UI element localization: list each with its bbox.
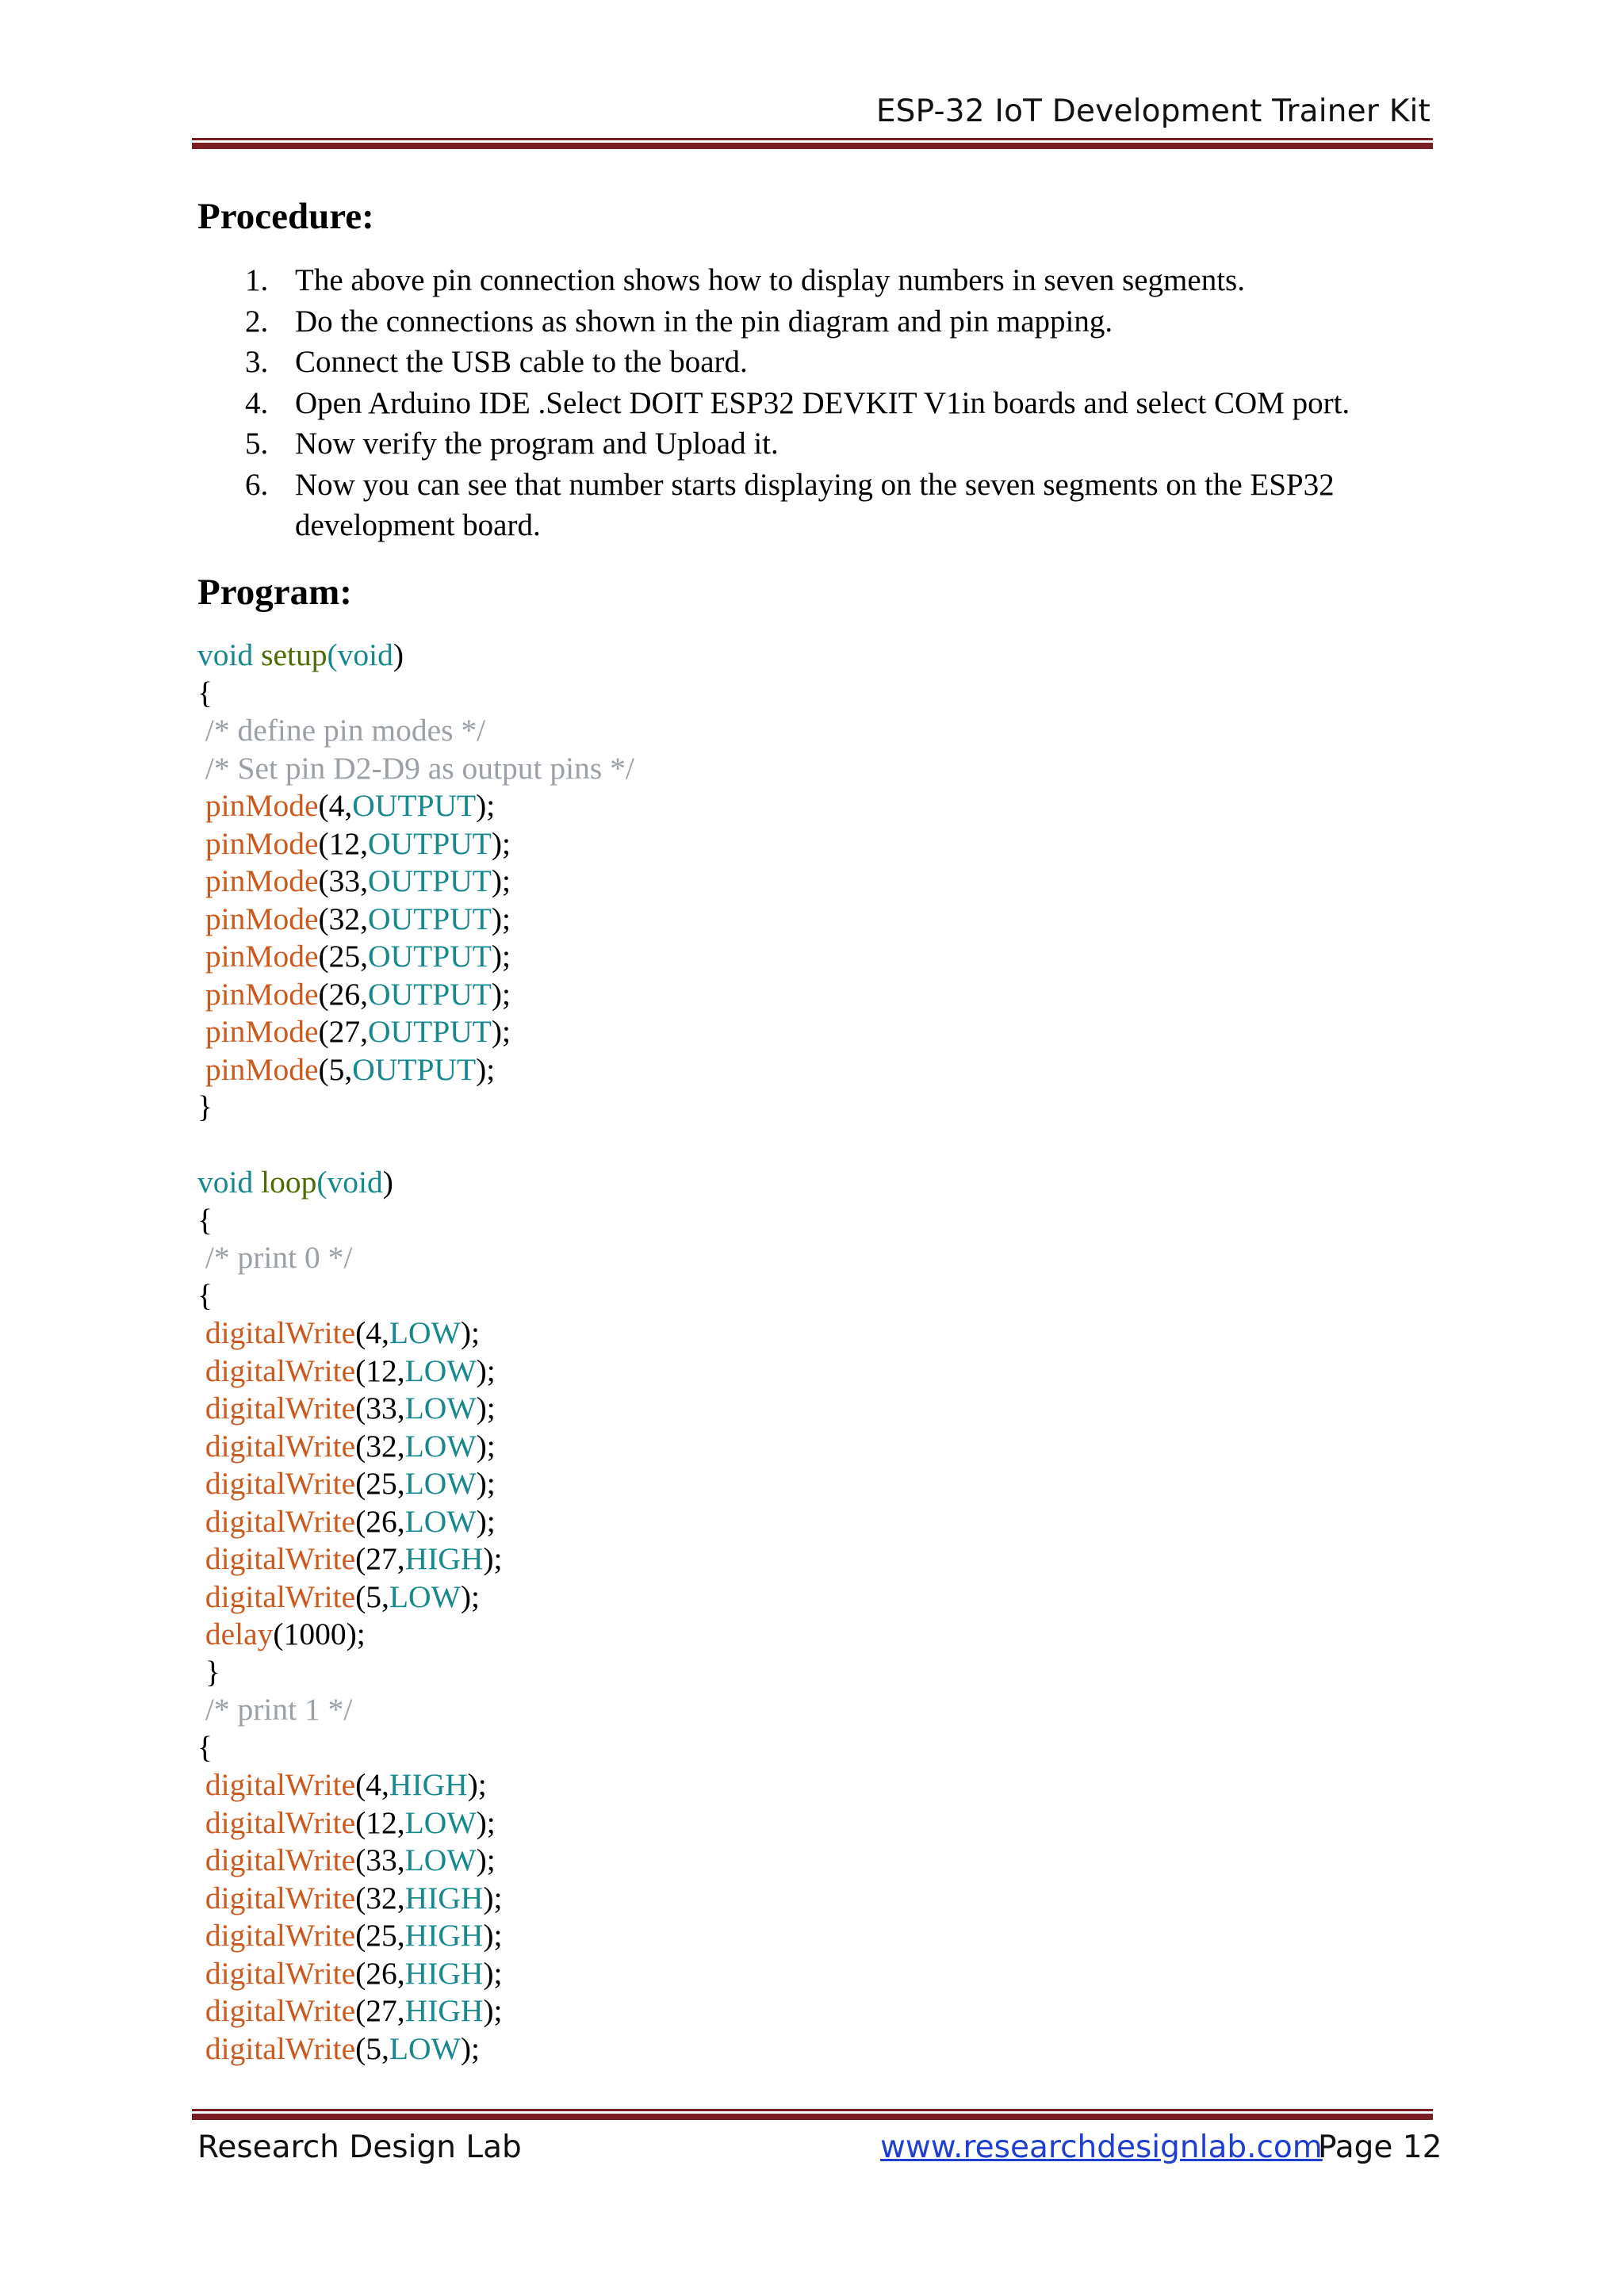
code-text (197, 826, 205, 861)
code-text (197, 1504, 205, 1539)
code-constant: HIGH (404, 1918, 484, 1953)
code-constant: LOW (404, 1843, 477, 1877)
code-line (197, 1127, 1434, 1165)
code-function-call: pinMode (205, 863, 319, 898)
code-line (197, 938, 1434, 976)
code-function-call: digitalWrite (205, 1578, 356, 1614)
code-text (197, 1466, 205, 1501)
code-text: (25, (318, 939, 369, 974)
code-function-call: digitalWrite (205, 1428, 356, 1464)
code-text: ); (460, 1578, 480, 1614)
code-line (197, 1277, 1434, 1315)
code-text: { (197, 1277, 213, 1313)
code-keyword: void (197, 1165, 262, 1200)
code-function-call: pinMode (205, 825, 319, 861)
step-number: 1. (245, 263, 269, 297)
footer-page-number: Page 12 (1318, 2130, 1442, 2165)
step-number: 4. (245, 385, 269, 420)
code-line (197, 1089, 1434, 1127)
code-text (197, 1240, 205, 1275)
code-keyword: ( (316, 1165, 327, 1200)
procedure-step (197, 301, 1434, 342)
code-text (197, 1429, 205, 1464)
code-constant: OUTPUT (368, 976, 492, 1012)
code-text: (32, (355, 1428, 405, 1464)
code-text: ); (476, 1503, 496, 1539)
code-text: (33, (355, 1843, 405, 1877)
code-text: ); (491, 901, 511, 936)
code-function-call: pinMode (205, 1014, 319, 1049)
code-function-call: digitalWrite (205, 1315, 356, 1350)
program-heading: Program: (197, 572, 352, 613)
code-text (197, 977, 205, 1012)
code-line (197, 1164, 1434, 1202)
code-function-call: digitalWrite (205, 1843, 356, 1877)
code-text: ); (476, 1051, 496, 1087)
code-text (197, 1315, 205, 1350)
code-text (197, 1805, 205, 1840)
code-text (197, 1843, 205, 1877)
procedure-step (197, 260, 1434, 301)
code-text: ); (476, 1391, 496, 1425)
code-function-call: digitalWrite (205, 1804, 356, 1840)
code-line (197, 1880, 1434, 1918)
code-constant: LOW (404, 1804, 477, 1840)
code-function-call: pinMode (205, 1051, 319, 1087)
code-text: (4, (318, 788, 353, 823)
code-text: ); (476, 788, 496, 823)
code-function-call: pinMode (205, 788, 319, 823)
code-keyword: void (327, 1165, 383, 1200)
code-constant: OUTPUT (368, 901, 492, 936)
code-text (197, 788, 205, 823)
code-text: (32, (355, 1880, 405, 1915)
code-text: } (197, 1089, 213, 1124)
code-constant: OUTPUT (368, 1014, 492, 1049)
code-text (197, 1767, 205, 1802)
code-line (197, 1390, 1434, 1428)
code-function-call: digitalWrite (205, 1993, 356, 2028)
procedure-step (197, 383, 1434, 424)
code-function-call: digitalWrite (205, 1880, 356, 1915)
code-text (197, 1052, 205, 1087)
procedure-step (197, 342, 1434, 383)
code-constant: LOW (404, 1466, 477, 1501)
code-line (197, 1691, 1434, 1729)
code-text: } (197, 1654, 220, 1689)
code-text: ); (476, 1428, 496, 1464)
code-line (197, 1955, 1434, 1993)
code-text: { (197, 1729, 213, 1765)
code-text: (12, (355, 1353, 405, 1388)
code-line (197, 901, 1434, 939)
code-line (197, 1540, 1434, 1578)
code-function-call: delay (205, 1617, 274, 1651)
code-text: (25, (355, 1466, 405, 1501)
code-text: ); (491, 825, 511, 861)
code-constant: LOW (389, 2030, 461, 2066)
code-line (197, 1465, 1434, 1503)
code-keyword: void (337, 637, 393, 672)
code-text: (1000); (273, 1617, 366, 1651)
code-text (197, 1014, 205, 1049)
code-function-call: digitalWrite (205, 1918, 356, 1953)
code-text (197, 1692, 205, 1727)
code-constant: OUTPUT (368, 939, 492, 974)
code-text: ) (382, 1165, 393, 1200)
code-text: ); (476, 1804, 496, 1840)
code-text: ); (483, 1955, 503, 1991)
code-text (197, 1993, 205, 2028)
code-text: ); (491, 1014, 511, 1049)
code-comment: /* Set pin D2-D9 as output pins */ (205, 750, 634, 786)
code-text: (5, (355, 2030, 389, 2066)
step-text: Do the connections as shown in the pin diagram and pin mapping. (295, 304, 1113, 339)
code-text: (27, (318, 1014, 369, 1049)
code-line (197, 1051, 1434, 1089)
step-number: 2. (245, 304, 269, 339)
procedure-steps (197, 260, 1434, 546)
code-text: ); (483, 1880, 503, 1915)
code-text (197, 2031, 205, 2066)
code-line (197, 825, 1434, 863)
procedure-step (197, 423, 1434, 465)
code-line (197, 712, 1434, 750)
code-line (197, 2030, 1434, 2068)
code-line (197, 1804, 1434, 1843)
code-text: (12, (355, 1804, 405, 1840)
code-text (197, 1881, 205, 1915)
code-line (197, 787, 1434, 825)
code-text: (4, (355, 1315, 389, 1350)
code-line (197, 1766, 1434, 1804)
code-function-call: digitalWrite (205, 1353, 356, 1388)
header-title: ESP-32 IoT Development Trainer Kit (875, 94, 1431, 129)
code-line (197, 1917, 1434, 1955)
code-function-name: setup (261, 637, 327, 672)
code-constant: OUTPUT (352, 788, 477, 823)
code-listing (197, 637, 1434, 2068)
code-function-call: digitalWrite (205, 1466, 356, 1501)
code-constant: HIGH (404, 1541, 484, 1576)
code-text (197, 1391, 205, 1425)
code-text: ); (476, 1466, 496, 1501)
step-text: Now you can see that number starts displaying on the seven segments on the ESP32 development board. (295, 467, 1335, 542)
code-text (197, 1541, 205, 1576)
step-text: Connect the USB cable to the board. (295, 345, 748, 379)
step-text: The above pin connection shows how to display numbers in seven segments. (295, 263, 1245, 297)
code-function-call: digitalWrite (205, 1767, 356, 1802)
code-text: (25, (355, 1918, 405, 1953)
header-rule (192, 138, 1433, 149)
code-line (197, 1314, 1434, 1353)
procedure-step (197, 465, 1434, 546)
code-constant: LOW (404, 1503, 477, 1539)
code-text (197, 939, 205, 974)
code-line (197, 1654, 1434, 1692)
code-line (197, 1353, 1434, 1391)
code-text: (4, (355, 1767, 389, 1802)
code-function-name: loop (261, 1165, 317, 1200)
code-constant: LOW (404, 1428, 477, 1464)
code-text: (33, (355, 1391, 405, 1425)
code-text: (26, (355, 1955, 405, 1991)
code-text: (27, (355, 1993, 405, 2028)
code-constant: HIGH (404, 1880, 484, 1915)
code-keyword: ( (327, 637, 338, 672)
code-function-call: pinMode (205, 976, 319, 1012)
code-function-call: pinMode (205, 901, 319, 936)
code-text: (33, (318, 863, 369, 898)
code-text: { (197, 1202, 213, 1238)
code-constant: OUTPUT (368, 825, 492, 861)
code-text (197, 713, 205, 748)
step-number: 6. (245, 467, 269, 502)
code-text: ); (476, 1353, 496, 1388)
code-line (197, 1616, 1434, 1654)
footer-company: Research Design Lab (197, 2130, 522, 2165)
code-constant: HIGH (389, 1767, 468, 1802)
code-function-call: digitalWrite (205, 1541, 356, 1576)
code-constant: LOW (404, 1353, 477, 1388)
step-text: Open Arduino IDE .Select DOIT ESP32 DEVKIT V1in boards and select COM port. (295, 385, 1350, 420)
step-number: 3. (245, 345, 269, 379)
code-line (197, 637, 1434, 675)
code-text: ); (483, 1993, 503, 2028)
code-constant: OUTPUT (368, 863, 492, 898)
code-text (197, 1353, 205, 1388)
procedure-heading: Procedure: (197, 196, 374, 237)
code-constant: LOW (389, 1578, 461, 1614)
code-constant: LOW (404, 1391, 477, 1425)
code-text: ); (483, 1541, 503, 1576)
code-text: (12, (318, 825, 369, 861)
code-text (197, 1579, 205, 1614)
code-line (197, 1842, 1434, 1880)
code-constant: HIGH (404, 1993, 484, 2028)
step-number: 5. (245, 427, 269, 461)
code-function-call: digitalWrite (205, 1955, 356, 1991)
code-line (197, 863, 1434, 901)
code-line (197, 750, 1434, 788)
code-comment: /* print 1 */ (205, 1692, 353, 1727)
code-comment: /* define pin modes */ (205, 713, 486, 748)
code-function-call: digitalWrite (205, 1391, 356, 1425)
code-text (197, 751, 205, 786)
code-text: ) (393, 637, 404, 672)
code-line (197, 1503, 1434, 1541)
code-text: ); (467, 1767, 487, 1802)
code-constant: HIGH (404, 1955, 484, 1991)
code-line (197, 1992, 1434, 2030)
code-text: ); (491, 976, 511, 1012)
code-text: (32, (318, 901, 369, 936)
step-text: Now verify the program and Upload it. (295, 427, 779, 461)
code-constant: LOW (389, 1315, 461, 1350)
code-text: (26, (318, 976, 369, 1012)
code-text: { (197, 675, 213, 710)
code-line (197, 1202, 1434, 1240)
code-text (197, 1617, 205, 1651)
code-text: (5, (318, 1051, 353, 1087)
code-function-call: digitalWrite (205, 2030, 356, 2066)
code-keyword: void (197, 637, 262, 672)
code-text: ); (491, 939, 511, 974)
code-line (197, 1239, 1434, 1277)
code-line (197, 1013, 1434, 1051)
code-text (197, 901, 205, 936)
code-line (197, 1729, 1434, 1767)
code-text: ); (483, 1918, 503, 1953)
code-function-call: digitalWrite (205, 1503, 356, 1539)
code-text: (27, (355, 1541, 405, 1576)
code-line (197, 1428, 1434, 1466)
code-line (197, 675, 1434, 713)
code-text: ); (491, 863, 511, 898)
code-text (197, 1956, 205, 1991)
code-line (197, 1578, 1434, 1617)
code-text (197, 1918, 205, 1953)
code-text: ); (476, 1843, 496, 1877)
code-line (197, 976, 1434, 1014)
code-function-call: pinMode (205, 939, 319, 974)
code-text: (26, (355, 1503, 405, 1539)
code-constant: OUTPUT (352, 1051, 477, 1087)
code-text: ); (460, 2030, 480, 2066)
code-text: ); (460, 1315, 480, 1350)
footer-rule (192, 2109, 1433, 2120)
code-text (197, 863, 205, 898)
code-comment: /* print 0 */ (205, 1240, 353, 1275)
footer-website-link[interactable]: www.researchdesignlab.com (880, 2130, 1323, 2165)
code-text: (5, (355, 1578, 389, 1614)
